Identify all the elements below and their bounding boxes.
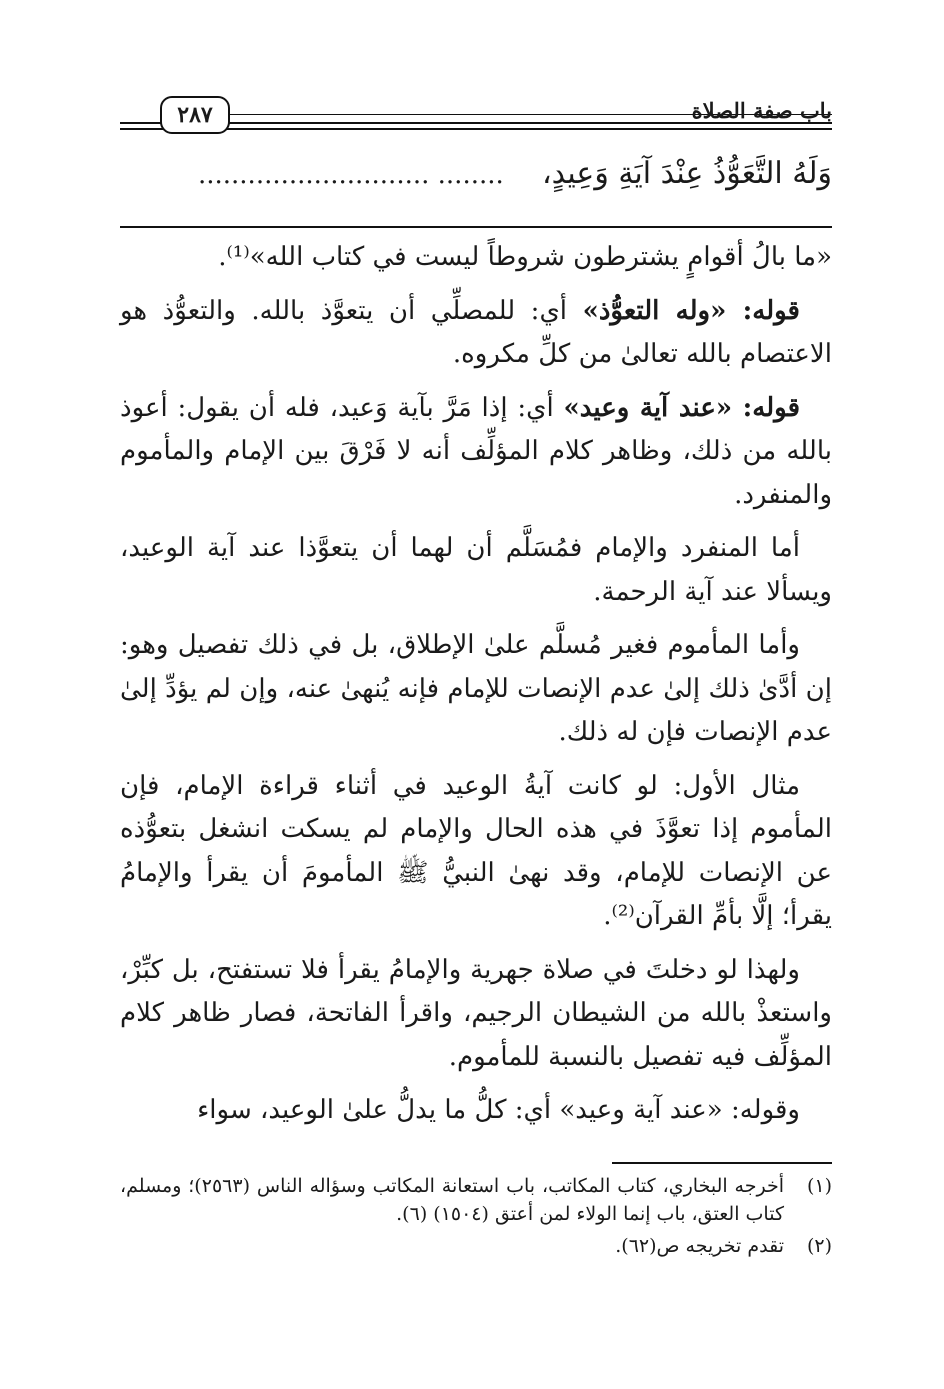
- page-number-badge: ٢٨٧: [160, 96, 230, 134]
- quoted-heading: قوله: «وله التعوُّذ»: [582, 295, 800, 326]
- header-rule-left: [120, 122, 164, 130]
- paragraph-text: «ما بالُ أقوامٍ يشترطون شروطاً ليست في كتاب الله»⁽¹⁾.: [218, 242, 832, 272]
- footnote-number: (٢): [806, 1235, 832, 1257]
- footnote-text: أخرجه البخاري، كتاب المكاتب، باب استعانة المكاتب وسؤاله الناس (٢٥٦٣)؛ ومسلم، كتاب العتق، باب إنما الولاء لمن أعتق (١٥٠٤) (٦).: [120, 1175, 784, 1225]
- matn-dots: ........ ............................: [197, 160, 504, 190]
- footnote-separator: [612, 1162, 832, 1164]
- paragraph-text: أما المنفرد والإمام فمُسَلَّم أن لهما أن يتعوَّذا عند آية الوعيد، ويسألا عند آية الرحمة.: [120, 533, 832, 607]
- body-paragraph: [120, 236, 832, 280]
- footnote: [120, 1172, 832, 1228]
- matn-separator: [120, 226, 832, 228]
- body-paragraph: [120, 949, 832, 1080]
- quoted-heading: قوله: «عند آية وعيد»: [563, 392, 801, 423]
- matn-text: وَلَهُ التَّعَوُّذُ عِنْدَ آيَةِ وَعِيدٍ،: [541, 156, 832, 191]
- body-paragraph: [120, 624, 832, 755]
- paragraph-text: ولهذا لو دخلتَ في صلاة جهرية والإمامُ يقرأ فلا تستفتح، بل كبِّرْ، واستعذْ بالله من الشيطان الرجيم، واقرأ الفاتحة، فصار ظاهر كلام المؤلِّف فيه تفصيل بالنسبة للمأموم.: [120, 954, 832, 1072]
- paragraph-text: مثال الأول: لو كانت آيةُ الوعيد في أثناء قراءة الإمام، فإن المأموم إذا تعوَّذَ في هذه الحال والإمام لم يسكت انشغل بتعوُّذه عن الإنصات للإمام، وقد نهىٰ النبيُّ ﷺ المأمومَ أن يقرأ والإمامُ يقرأ؛ إلَّا بأمِّ القرآن⁽²⁾.: [120, 770, 832, 931]
- commentary-body: [120, 236, 832, 1143]
- footnote-text: تقدم تخريجه ص(٦٢).: [615, 1235, 784, 1257]
- body-paragraph: [120, 387, 832, 518]
- body-paragraph: [120, 527, 832, 614]
- header-rule-right: [224, 122, 832, 130]
- paragraph-text: أي: إذا مَرَّ بآية وَعيد، فله أن يقول: أعوذ بالله من ذلك، وظاهر كلام المؤلِّف أنه لا فَرْقَ بين الإمام والمأموم والمنفرد.: [120, 392, 832, 510]
- body-paragraph: [120, 765, 832, 939]
- page-header: [120, 92, 832, 148]
- footnote-number: (١): [806, 1175, 832, 1197]
- paragraph-text: وقوله: «عند آية وعيد» أي: كلُّ ما يدلُّ علىٰ الوعيد، سواء: [197, 1095, 800, 1125]
- chapter-title: باب صفة الصلاة: [691, 98, 832, 123]
- body-paragraph: [120, 1089, 832, 1133]
- body-paragraph: [120, 290, 832, 377]
- paragraph-text: وأما المأموم فغير مُسلَّم علىٰ الإطلاق، بل في ذلك تفصيل وهو: إن أدَّىٰ ذلك إلىٰ عدم الإنصات للإمام فإنه يُنهىٰ عنه، وإن لم يؤدِّ إلىٰ عدم الإنصات فإن له ذلك.: [120, 630, 832, 747]
- matn-line: [112, 156, 832, 191]
- footnote: [120, 1232, 832, 1260]
- paragraph-text: أي: للمصلِّي أن يتعوَّذ بالله. والتعوُّذ هو الاعتصام بالله تعالىٰ من كلِّ مكروه.: [120, 295, 832, 369]
- footnotes: [120, 1172, 832, 1264]
